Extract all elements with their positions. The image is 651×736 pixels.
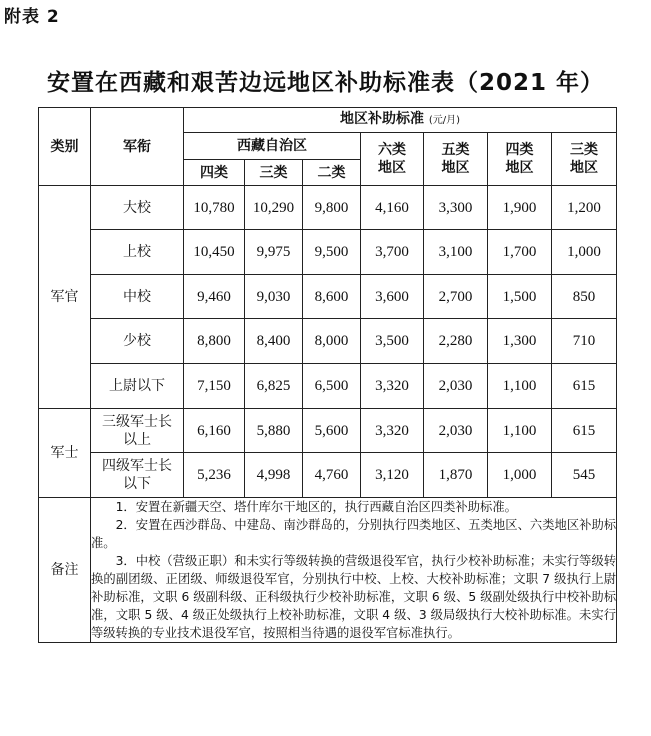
header-unit: (元/月) [428, 115, 461, 126]
rank-line2: 以上 [123, 431, 151, 448]
value-cell: 2,280 [424, 319, 488, 364]
rank-cell [91, 453, 184, 498]
value-cell: 615 [552, 409, 617, 453]
rank-line2: 以下 [123, 476, 151, 492]
value-cell: 1,900 [488, 186, 552, 230]
value-cell: 6,825 [245, 364, 303, 409]
value-cell: 8,600 [303, 275, 361, 319]
value-cell: 2,030 [424, 409, 488, 453]
header-category: 类别 [39, 108, 91, 186]
note-item: 1．安置在新疆天空、塔什库尔干地区的，执行西藏自治区四类补助标准。 [115, 500, 517, 514]
table-row [39, 364, 617, 409]
header-rank: 军衔 [91, 108, 184, 186]
value-cell: 10,290 [245, 186, 303, 230]
value-cell: 3,300 [424, 186, 488, 230]
header-tibet-class3: 三类 [245, 160, 303, 186]
note-item: 2．安置在西沙群岛、中建岛、南沙群岛的，分别执行四类地区、五类地区、六类地区补助标准。 [91, 518, 617, 550]
header-tibet-class4: 四类 [184, 160, 245, 186]
value-cell: 3,500 [361, 319, 424, 364]
rank-cell: 上校 [91, 230, 184, 275]
value-cell: 3,700 [361, 230, 424, 275]
page-title: 安置在西藏和艰苦边远地区补助标准表（2021 年） [46, 70, 605, 96]
value-cell: 2,700 [424, 275, 488, 319]
header-area4-line1: 四类 [505, 142, 534, 158]
header-area4-line2: 地区 [505, 160, 534, 176]
value-cell: 1,500 [488, 275, 552, 319]
header-area6-line1: 六类 [378, 142, 406, 158]
value-cell: 4,160 [361, 186, 424, 230]
value-cell: 1,870 [424, 453, 488, 498]
officer-group-label: 军官 [39, 186, 91, 409]
notes-row [39, 498, 617, 643]
value-cell: 1,000 [488, 453, 552, 498]
subsidy-table [38, 107, 617, 643]
rank-line1: 三级军士长 [102, 413, 172, 430]
header-area6-line2: 地区 [378, 160, 406, 176]
value-cell: 9,460 [184, 275, 245, 319]
value-cell: 545 [552, 453, 617, 498]
value-cell: 1,700 [488, 230, 552, 275]
header-area5-line1: 五类 [441, 142, 470, 158]
value-cell: 710 [552, 319, 617, 364]
value-cell: 8,400 [245, 319, 303, 364]
rank-cell: 中校 [91, 275, 184, 319]
header-area6 [361, 133, 424, 186]
header-row-1 [39, 108, 617, 133]
rank-cell: 上尉以下 [91, 364, 184, 409]
value-cell: 8,000 [303, 319, 361, 364]
value-cell: 4,760 [303, 453, 361, 498]
rank-cell [91, 409, 184, 453]
value-cell: 1,300 [488, 319, 552, 364]
table-row [39, 319, 617, 364]
value-cell: 6,160 [184, 409, 245, 453]
header-area-standard [184, 108, 617, 133]
value-cell: 8,800 [184, 319, 245, 364]
value-cell: 7,150 [184, 364, 245, 409]
value-cell: 10,450 [184, 230, 245, 275]
header-area-standard-text: 地区补助标准 [340, 111, 425, 127]
rank-cell: 大校 [91, 186, 184, 230]
nco-group-label: 军士 [39, 409, 91, 498]
value-cell: 9,800 [303, 186, 361, 230]
value-cell: 615 [552, 364, 617, 409]
notes-label: 备注 [39, 498, 91, 643]
notes-cell [91, 498, 617, 643]
table-row [39, 409, 617, 453]
value-cell: 5,236 [184, 453, 245, 498]
value-cell: 3,100 [424, 230, 488, 275]
header-tibet-class2: 二类 [303, 160, 361, 186]
value-cell: 9,500 [303, 230, 361, 275]
rank-line1: 四级军士长 [102, 458, 172, 474]
header-area4 [488, 133, 552, 186]
rank-cell: 少校 [91, 319, 184, 364]
value-cell: 3,600 [361, 275, 424, 319]
value-cell: 1,000 [552, 230, 617, 275]
value-cell: 850 [552, 275, 617, 319]
value-cell: 3,320 [361, 409, 424, 453]
table-row [39, 230, 617, 275]
value-cell: 6,500 [303, 364, 361, 409]
value-cell: 2,030 [424, 364, 488, 409]
value-cell: 1,100 [488, 409, 552, 453]
note-item: 3．中校（营级正职）和未实行等级转换的营级退役军官，执行少校补助标准；未实行等级转换的副团级、正团级、师级退役军官，分别执行中校、上校、大校补助标准；文职 7 级执行上尉补助标准，文职 6 级副科级、正科级执行少校补助标准，文职 6 级、5 级副处级执行中校补助标准，文职 5 级、4 级正处级执行上校补助标准，文职 4 级、3 级局级执行大校补助标准。未实行等级转换的专业技术退役军官，按照相当待遇的退役军官标准执行。 [91, 554, 617, 640]
value-cell: 3,120 [361, 453, 424, 498]
header-tibet: 西藏自治区 [184, 133, 361, 160]
header-area3-line1: 三类 [570, 142, 599, 158]
table-row [39, 453, 617, 498]
value-cell: 4,998 [245, 453, 303, 498]
table-row [39, 186, 617, 230]
value-cell: 1,100 [488, 364, 552, 409]
value-cell: 5,600 [303, 409, 361, 453]
table-row [39, 275, 617, 319]
header-area3 [552, 133, 617, 186]
value-cell: 9,975 [245, 230, 303, 275]
value-cell: 1,200 [552, 186, 617, 230]
value-cell: 5,880 [245, 409, 303, 453]
header-area3-line2: 地区 [570, 160, 599, 176]
header-area5 [424, 133, 488, 186]
value-cell: 10,780 [184, 186, 245, 230]
value-cell: 3,320 [361, 364, 424, 409]
value-cell: 9,030 [245, 275, 303, 319]
appendix-label: 附表 2 [4, 7, 60, 27]
header-area5-line2: 地区 [441, 160, 470, 176]
